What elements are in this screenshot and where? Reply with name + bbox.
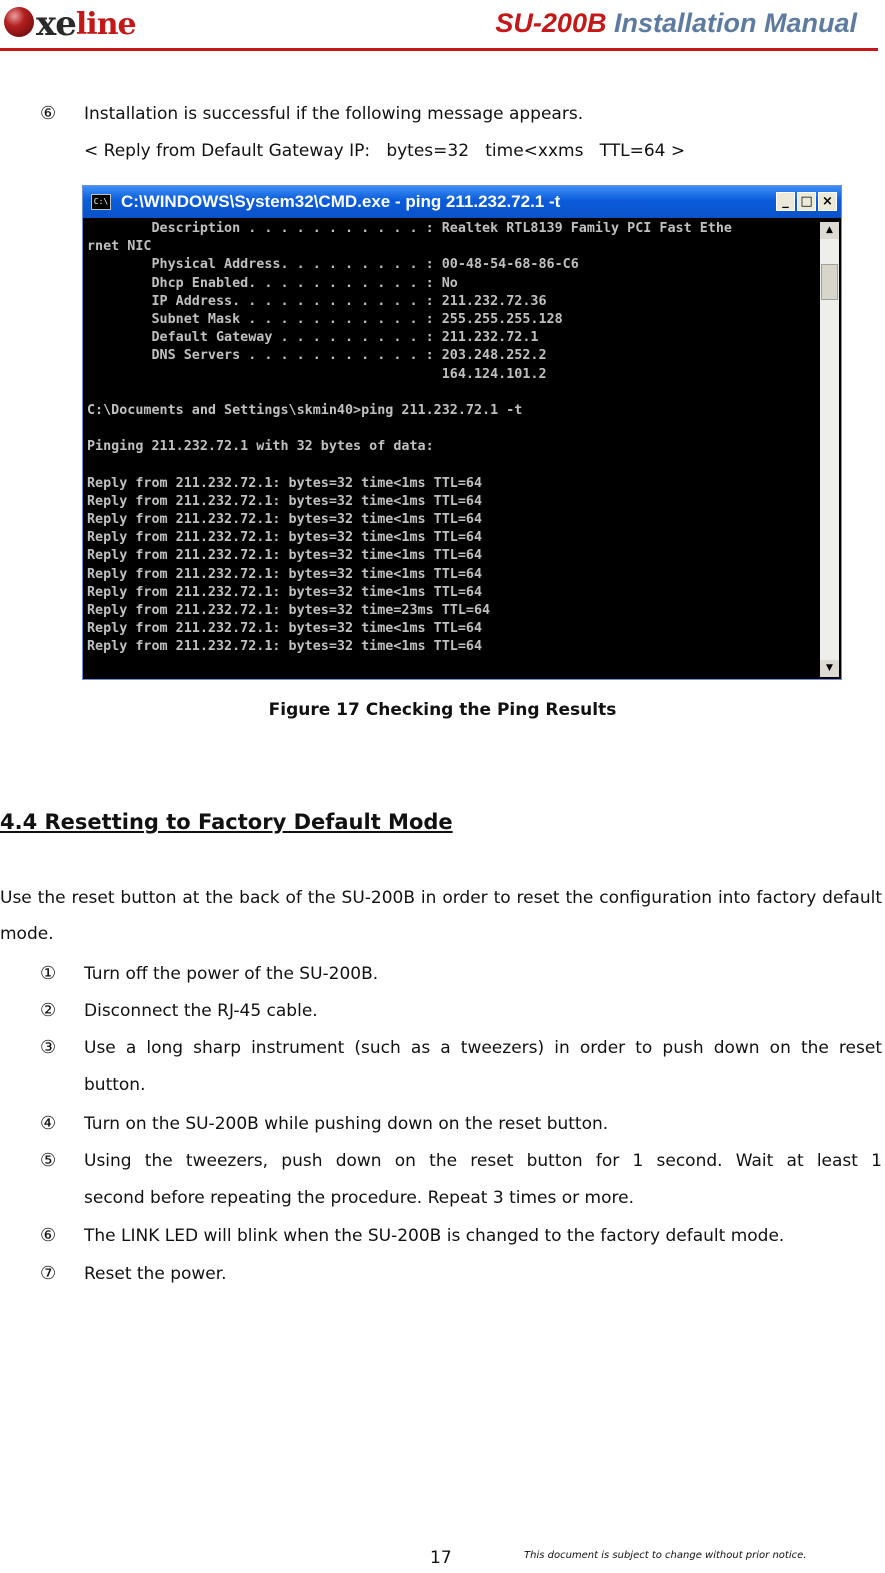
step-text: Use a long sharp instrument (such as a tweezers) in order to push down on the reset [84,1038,882,1058]
step-number: ③ [40,1037,57,1058]
cmd-icon: C:\ [91,194,111,210]
logo-text-line: line [75,6,136,42]
step-text: Reset the power. [84,1264,227,1284]
step-number: ④ [40,1113,57,1134]
cmd-line: Reply from 211.232.72.1: bytes=32 time<1ms TTL=64 [87,621,483,637]
list-item [0,1218,885,1254]
logo-text-xe: xe [36,4,76,44]
cmd-line: Reply from 211.232.72.1: bytes=32 time<1ms TTL=64 [87,475,483,491]
cmd-line: Reply from 211.232.72.1: bytes=32 time=23ms TTL=64 [87,602,491,618]
list-item [0,1030,885,1066]
step-number: ⑦ [40,1263,57,1284]
step-number: ⑥ [40,1225,57,1246]
step-text: Using the tweezers, push down on the reset button for 1 second. Wait at least 1 [84,1151,882,1171]
cmd-line [87,384,817,402]
scroll-thumb [821,264,838,300]
scroll-up-arrow-icon: ▲ [820,222,839,239]
minimize-button: _ [776,192,795,211]
cmd-line: Reply from 211.232.72.1: bytes=32 time<1ms TTL=64 [87,512,483,527]
cmd-scrollbar [820,222,839,677]
cmd-line: C:\Documents and Settings\skmin40>ping 211.232.72.1 -t [87,402,523,418]
list-item [0,1143,885,1179]
step-number: ⑤ [40,1150,57,1171]
step-text: The LINK LED will blink when the SU-200B is changed to the factory default mode. [84,1226,785,1246]
list-item [0,956,885,992]
cmd-line: Reply from 211.232.72.1: bytes=32 time<1ms TTL=64 [87,530,483,546]
cmd-output [87,220,817,676]
list-item [0,993,885,1029]
cmd-line: Reply from 211.232.72.1: bytes=32 time<1ms TTL=64 [87,566,483,582]
page-number: 17 [430,1548,452,1568]
manual-title-rest: Installation Manual [606,8,857,38]
cmd-line: Physical Address. . . . . . . . . : 00-48-54-68-86-C6 [87,257,579,273]
cmd-line: Reply from 211.232.72.1: bytes=32 time<1ms TTL=64 [87,584,483,600]
step-number: ① [40,963,57,984]
list-item [0,1256,885,1292]
manual-title-model: SU-200B [495,8,607,38]
cmd-line: Reply from 211.232.72.1: bytes=32 time<1ms TTL=64 [87,493,483,509]
footer-notice: This document is subject to change without prior notice. [524,1550,807,1561]
intro-step-text: Installation is successful if the following message appears. [84,104,584,124]
list-item [0,1106,885,1142]
scroll-down-arrow-icon: ▼ [820,660,839,677]
cmd-title-text: C:\WINDOWS\System32\CMD.exe - ping 211.232.72.1 -t [121,192,561,211]
cmd-line: DNS Servers . . . . . . . . . . . : 203.248.252.2 [87,348,547,364]
cmd-line: rnet NIC [87,239,152,255]
cmd-titlebar [83,186,841,218]
section-heading: 4.4 Resetting to Factory Default Mode [0,810,453,834]
step-text: Turn on the SU-200B while pushing down on the reset button. [84,1114,609,1134]
cmd-window-screenshot [82,185,842,680]
logo-ball-icon [4,7,34,37]
cmd-line: IP Address. . . . . . . . . . . . : 211.232.72.36 [87,293,547,309]
intro-step [0,96,885,132]
step-text: Disconnect the RJ-45 cable. [84,1001,318,1021]
manual-title [495,8,857,39]
cmd-line: 164.124.101.2 [87,366,547,382]
cmd-line: Reply from 211.232.72.1: bytes=32 time<1ms TTL=64 [87,639,483,655]
cmd-line: Reply from 211.232.72.1: bytes=32 time<1ms TTL=64 [87,548,483,564]
section-intro: Use the reset button at the back of the SU-200B in order to reset the configuration into factory default mode. [0,888,882,944]
xeline-logo [4,4,136,44]
step-text: Turn off the power of the SU-200B. [84,964,379,984]
cmd-line [87,456,817,474]
cmd-line: Default Gateway . . . . . . . . . : 211.232.72.1 [87,330,539,346]
cmd-line: Pinging 211.232.72.1 with 32 bytes of data: [87,439,434,455]
reply-format-text: < Reply from Default Gateway IP: bytes=32 time<xxms TTL=64 > [84,141,686,161]
cmd-line [87,420,817,438]
step-text-continued: second before repeating the procedure. Repeat 3 times or more. [84,1188,634,1208]
step-text-continued: button. [84,1075,146,1095]
header-divider [0,48,878,51]
figure-caption: Figure 17 Checking the Ping Results [268,700,617,720]
cmd-line: Subnet Mask . . . . . . . . . . . : 255.255.255.128 [87,311,563,327]
intro-step-number: ⑥ [40,103,57,124]
step-number: ② [40,1000,57,1021]
cmd-line: Description . . . . . . . . . . . : Realtek RTL8139 Family PCI Fast Ethe [87,221,732,236]
maximize-button: □ [797,192,816,211]
close-button: × [818,192,837,211]
cmd-line: Dhcp Enabled. . . . . . . . . . . : No [87,275,458,291]
page-header [0,0,885,50]
